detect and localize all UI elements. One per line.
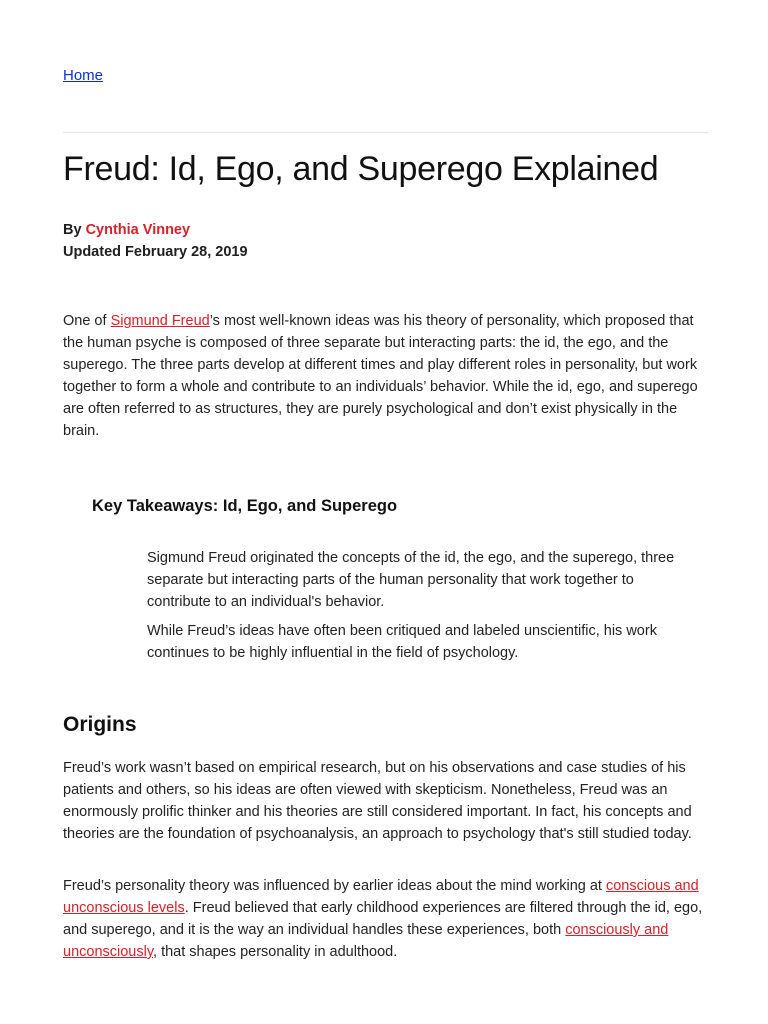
divider (63, 132, 708, 133)
intro-text-rest: ’s most well-known ideas was his theory of personality, which proposed that the human psyche is composed of three separate but interacting parts: the id, the ego, and the superego. The three parts develop at different times and play different roles in personality, but work together to form a whole and contribute to an individuals’ behavior. While the id, ego, and superego are often referred to as structures, they are purely psychological and don’t exist physically in the brain. (63, 313, 698, 439)
author-link[interactable]: Cynthia Vinney (85, 222, 191, 238)
origins-p2-text-end: , that shapes personality in adulthood. (153, 944, 398, 960)
origins-p2-text-start: Freud’s personality theory was influenced by earlier ideas about the mind working at (63, 878, 606, 894)
intro-text-start: One of (63, 313, 111, 329)
key-takeaway-item: Sigmund Freud originated the concepts of the id, the ego, and the superego, three separate but interacting parts of the human personality that work together to contribute to an individual's behavior. (147, 550, 675, 610)
key-takeaway-item: While Freud’s ideas have often been critiqued and labeled unscientific, his work continues to be highly influential in the field of psychology. (147, 623, 657, 661)
origins-paragraph-1: Freud’s work wasn’t based on empirical research, but on his observations and case studies of his patients and others, so his ideas are often viewed with skepticism. Nonetheless, Freud was an enormously prolific thinker and his theories are still considered important. In fact, his concepts and theories are the foundation of psychoanalysis, an approach to psychology that's still studied today. (63, 760, 692, 842)
updated-date: Updated February 28, 2019 (63, 244, 248, 260)
consciously-unconsciously-link[interactable]: consciously and unconsciously (63, 922, 669, 960)
sigmund-freud-link[interactable]: Sigmund Freud (110, 313, 210, 329)
origins-paragraph-2 (63, 875, 713, 963)
byline (63, 222, 190, 238)
page-title: Freud: Id, Ego, and Superego Explained (63, 150, 659, 188)
origins-p2-text-middle: . Freud believed that early childhood experiences are filtered through the id, ego, and superego, and it is the way an individual handles these experiences, both (63, 900, 703, 938)
breadcrumb-home-link[interactable]: Home (63, 67, 104, 84)
origins-heading: Origins (63, 713, 137, 736)
conscious-unconscious-levels-link[interactable]: conscious and unconscious levels (63, 878, 699, 916)
breadcrumb (63, 67, 103, 84)
by-label: By (63, 222, 82, 238)
key-takeaways-title: Key Takeaways: Id, Ego, and Superego (92, 497, 398, 515)
intro-paragraph (63, 310, 713, 442)
